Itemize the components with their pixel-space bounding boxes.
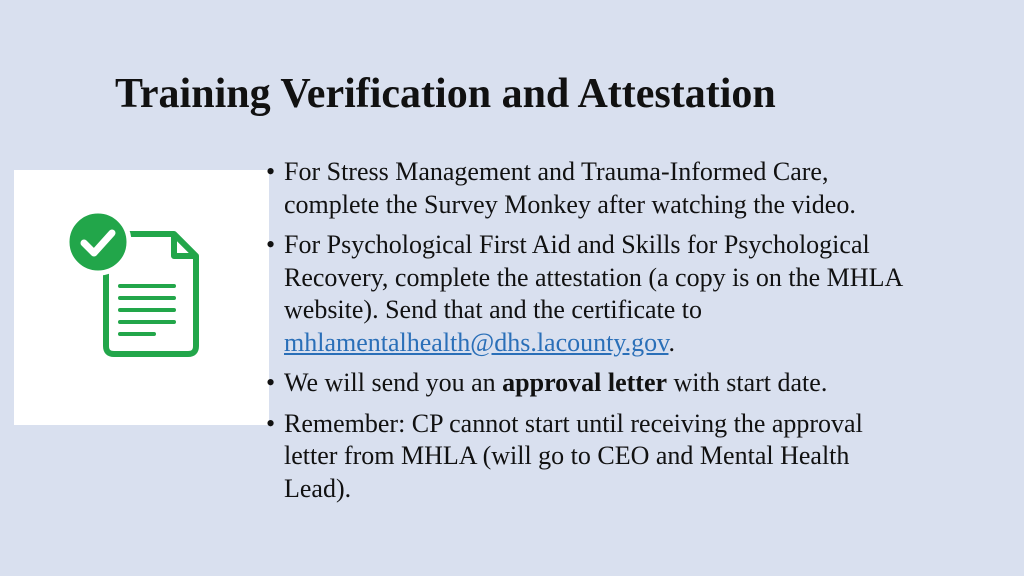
bullet-item: [266, 229, 916, 359]
bullet-text: We will send you an: [284, 368, 503, 397]
email-link[interactable]: mhlamentalhealth@dhs.lacounty.gov: [284, 327, 669, 357]
bullet-list: [266, 156, 916, 513]
document-image-panel: [14, 170, 269, 425]
slide-title: Training Verification and Attestation: [115, 71, 776, 117]
bullet-text: For Stress Management and Trauma-Informed Care, complete the Survey Monkey after watching the video.: [284, 157, 856, 219]
bullet-text: For Psychological First Aid and Skills for Psychological Recovery, complete the attestation (a copy is on the MHLA website). Send that and the certificate to: [284, 230, 902, 324]
bullet-bold-text: approval letter: [502, 368, 668, 397]
bullet-item: [266, 408, 916, 506]
bullet-item: [266, 367, 916, 400]
bullet-item: [266, 156, 916, 221]
document-check-icon: [14, 170, 269, 425]
bullet-text: .: [668, 327, 675, 357]
bullet-text: with start date.: [667, 368, 828, 397]
bullet-text: Remember: CP cannot start until receiving the approval letter from MHLA (will go to CEO and Mental Health Lead).: [284, 408, 863, 503]
